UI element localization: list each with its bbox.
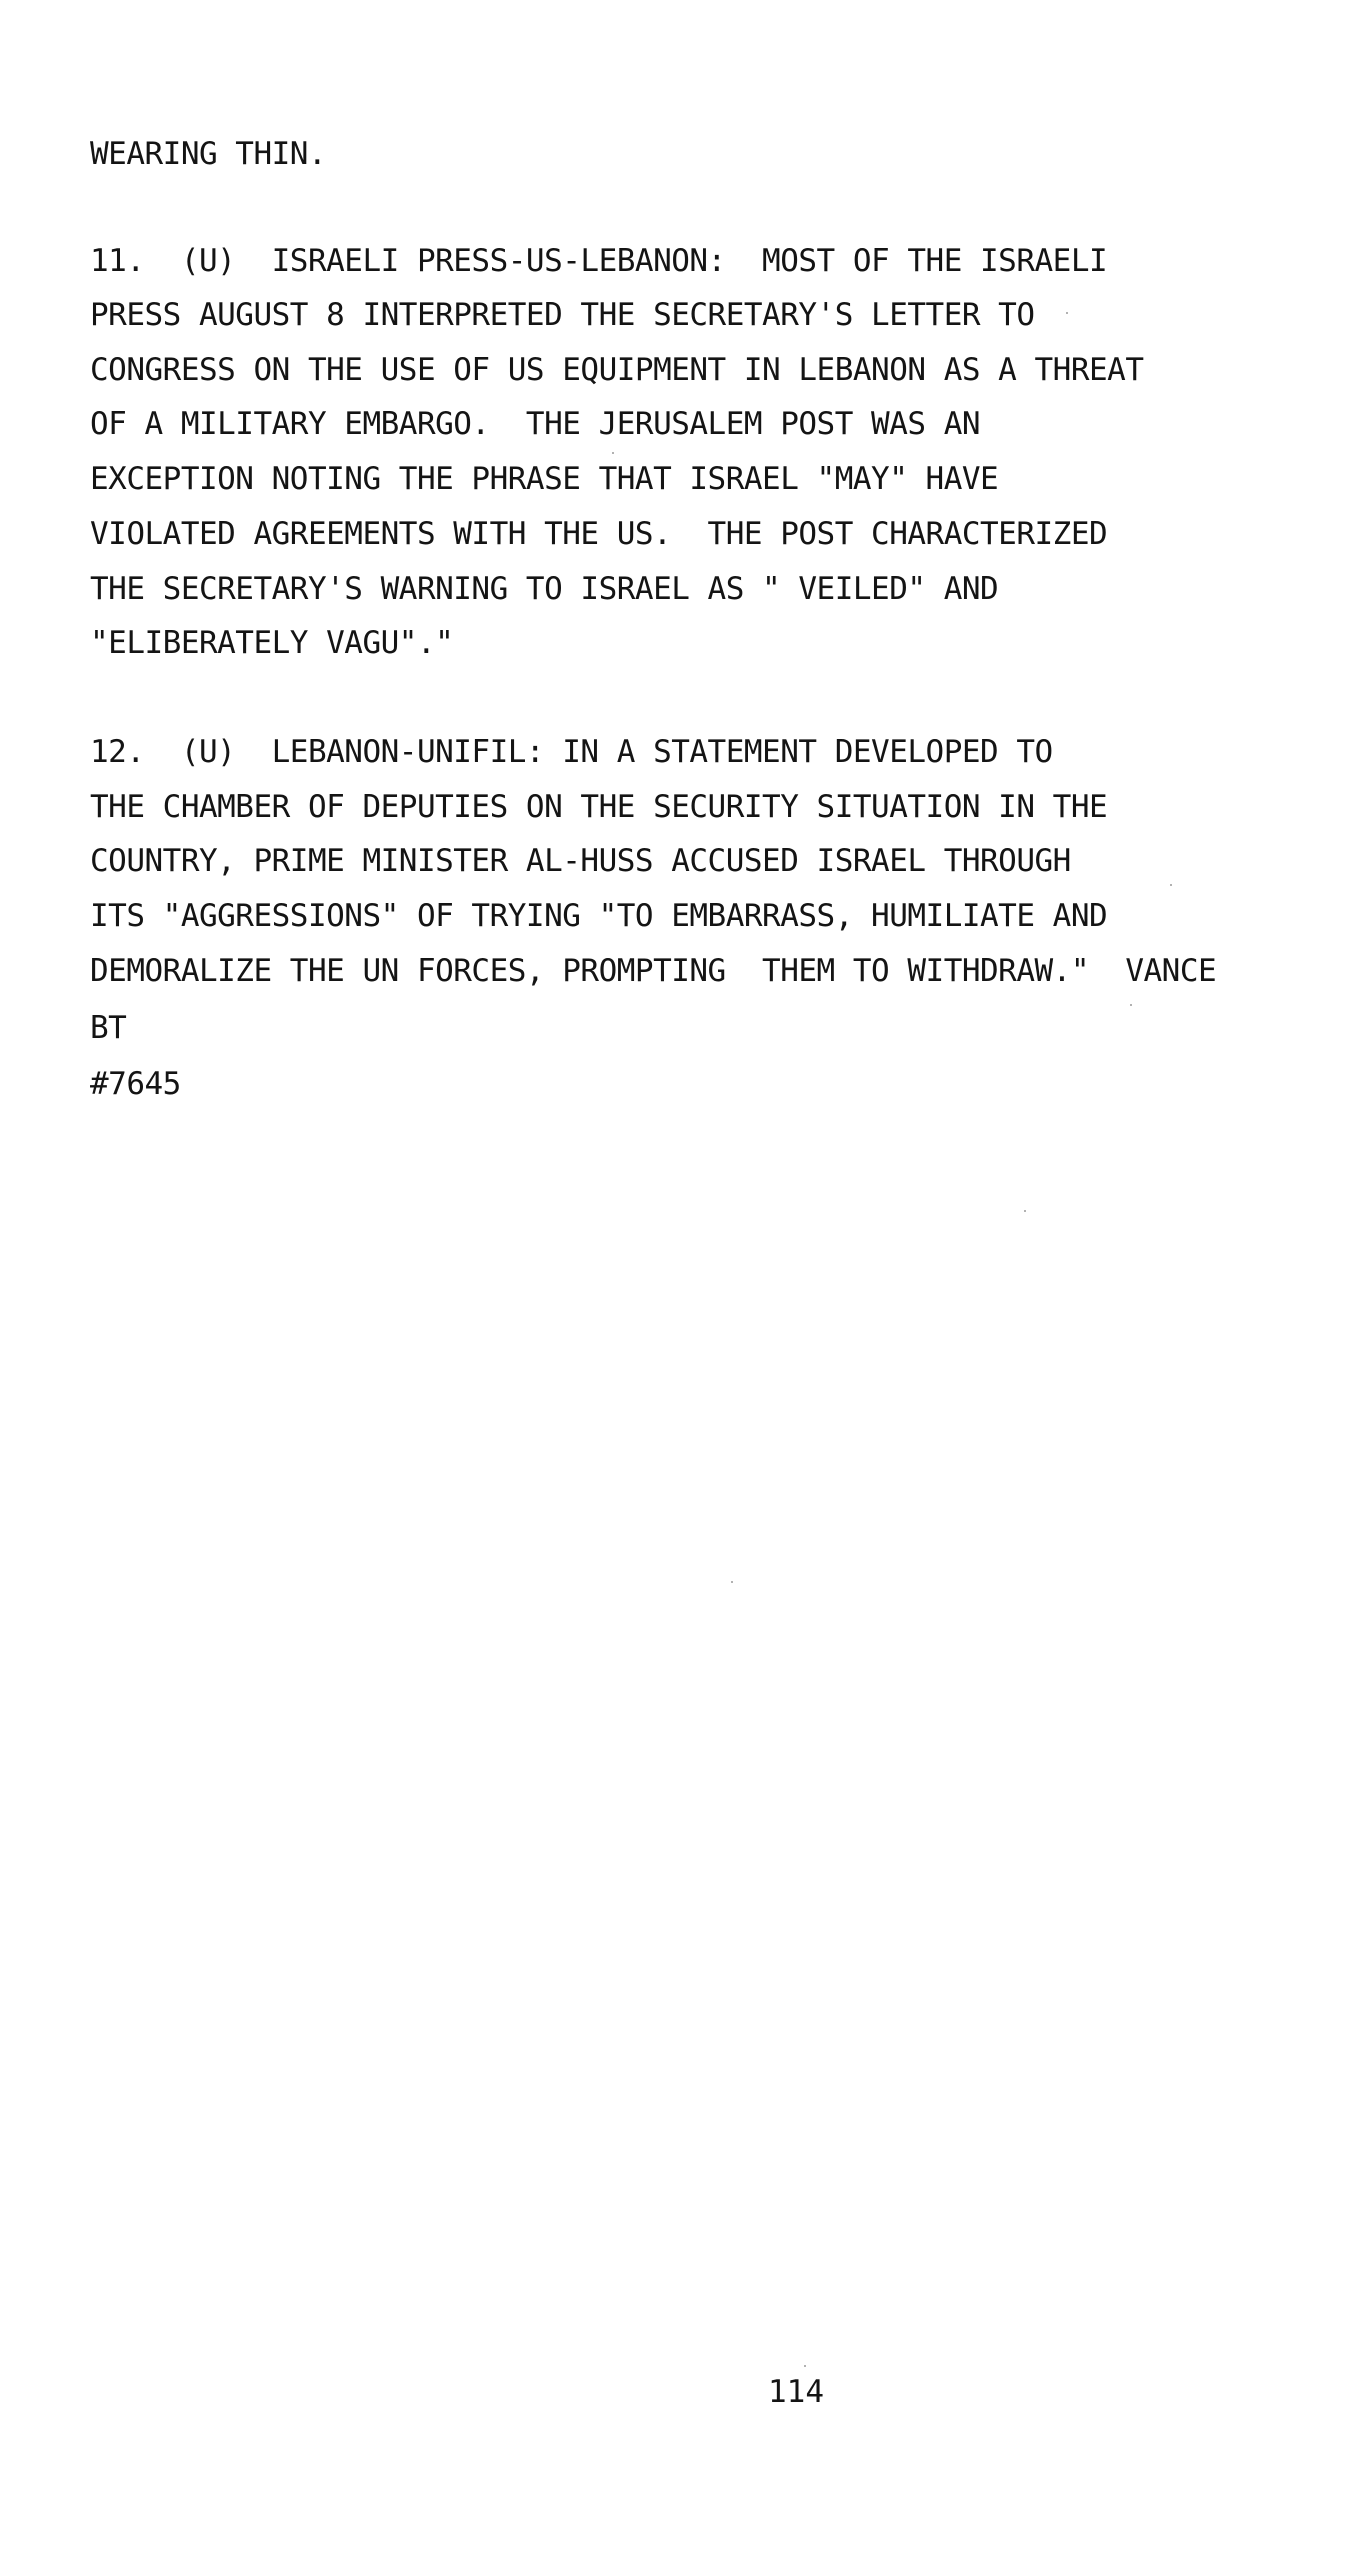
- message-number: #7645: [90, 1066, 181, 1102]
- paragraph-12-line: COUNTRY, PRIME MINISTER AL-HUSS ACCUSED ISRAEL THROUGH: [90, 843, 1071, 879]
- paragraph-11-line: OF A MILITARY EMBARGO. THE JERUSALEM POST WAS AN: [90, 406, 981, 442]
- paragraph-11-line: VIOLATED AGREEMENTS WITH THE US. THE POST CHARACTERIZED: [90, 516, 1108, 552]
- scan-speck: [1066, 312, 1068, 314]
- scan-speck: [1170, 884, 1172, 886]
- scan-speck: [731, 1581, 733, 1583]
- opening-line: WEARING THIN.: [90, 136, 327, 172]
- scan-speck: [804, 2365, 806, 2367]
- paragraph-12-line: ITS "AGGRESSIONS" OF TRYING "TO EMBARRASS, HUMILIATE AND: [90, 898, 1108, 934]
- paragraph-11-line: THE SECRETARY'S WARNING TO ISRAEL AS " VEILED" AND: [90, 571, 999, 607]
- paragraph-11-line: PRESS AUGUST 8 INTERPRETED THE SECRETARY'S LETTER TO: [90, 297, 1035, 333]
- paragraph-12-line: DEMORALIZE THE UN FORCES, PROMPTING THEM TO WITHDRAW." VANCE: [90, 953, 1217, 989]
- paragraph-12-line: 12. (U) LEBANON-UNIFIL: IN A STATEMENT DEVELOPED TO: [90, 734, 1053, 770]
- bt-marker: BT: [90, 1010, 127, 1046]
- page-number: 114: [768, 2374, 824, 2410]
- paragraph-11-line: EXCEPTION NOTING THE PHRASE THAT ISRAEL "MAY" HAVE: [90, 461, 999, 497]
- scan-speck: [612, 452, 614, 454]
- paragraph-12-line: THE CHAMBER OF DEPUTIES ON THE SECURITY SITUATION IN THE: [90, 789, 1108, 825]
- scan-speck: [1024, 1210, 1026, 1212]
- paragraph-11-line: 11. (U) ISRAELI PRESS-US-LEBANON: MOST OF THE ISRAELI: [90, 243, 1108, 279]
- paragraph-11-line: CONGRESS ON THE USE OF US EQUIPMENT IN LEBANON AS A THREAT: [90, 352, 1144, 388]
- paragraph-11-line: "ELIBERATELY VAGU".": [90, 625, 454, 661]
- scan-speck: [1130, 1004, 1132, 1006]
